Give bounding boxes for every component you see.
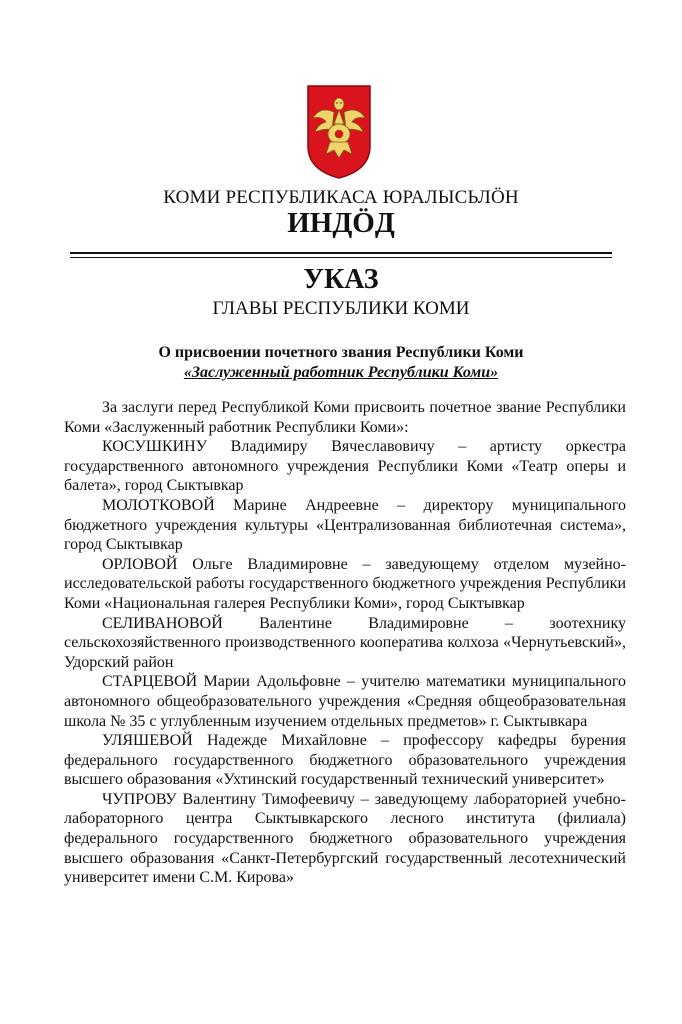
header-divider-thick <box>70 252 612 254</box>
awardee-paragraph: КОСУШКИНУ Владимиру Вячеславовичу – артисту оркестра государственного автономного учреждения Республики Коми «Театр оперы и балета», город Сыктывкар <box>64 438 626 495</box>
subject-line-1: О присвоении почетного звания Республики Коми <box>158 344 524 361</box>
awardee-paragraph: СЕЛИВАНОВОЙ Валентине Владимировне – зоотехнику сельскохозяйственного производственного кооператива колхоза «Чернутьевский», Удорский район <box>64 614 626 671</box>
komi-republic-title: КОМИ РЕСПУБЛИКАСА ЮРАЛЫСЬЛӦН <box>163 187 519 208</box>
komi-document-type: ИНДӦД <box>287 207 395 239</box>
awardee-paragraph: СТАРЦЕВОЙ Марии Адольфовне – учителю математики муниципального автономного общеобразовательного учреждения «Средняя общеобразовательная школа № 35 с углубленным изучением отдельных предметов» г. Сыктывкара <box>64 673 626 730</box>
awardee-paragraph: УЛЯШЕВОЙ Надежде Михайловне – профессору кафедры бурения федерального государственного бюджетного образовательного учреждения высшего образования «Ухтинский государственный технический университет» <box>64 732 626 789</box>
document-type-heading: УКАЗ <box>303 264 379 295</box>
awardee-paragraph: ОРЛОВОЙ Ольге Владимировне – заведующему отделом музейно-исследовательской работы государственного бюджетного учреждения Республики Коми «Национальная галерея Республики Коми», город Сыктывкар <box>64 555 626 612</box>
awardee-paragraph: ЧУПРОВУ Валентину Тимофеевичу – заведующему лабораторией учебно-лабораторного центра Сыктывкарского лесного института (филиала) федерального государственного бюджетного образовательного учреждения высшего образования «Санкт-Петербургский государственный лесотехнический университет имени С.М. Кирова» <box>64 790 626 887</box>
header-divider-thin <box>70 257 612 258</box>
decree-body <box>64 398 626 888</box>
issuer-title: ГЛАВЫ РЕСПУБЛИКИ КОМИ <box>212 298 470 319</box>
intro-paragraph: За заслуги перед Республикой Коми присвоить почетное звание Республики Коми «Заслуженный работник Республики Коми»: <box>64 399 626 436</box>
decree-subject <box>0 343 682 383</box>
awardee-paragraph: МОЛОТКОВОЙ Марине Андреевне – директору муниципального бюджетного учреждения культуры «Централизованная библиотечная система», город Сыктывкар <box>64 496 626 554</box>
coat-of-arms-icon <box>304 84 374 180</box>
komi-coat-of-arms-icon <box>304 84 374 180</box>
subject-line-2: «Заслуженный работник Республики Коми» <box>183 364 499 381</box>
